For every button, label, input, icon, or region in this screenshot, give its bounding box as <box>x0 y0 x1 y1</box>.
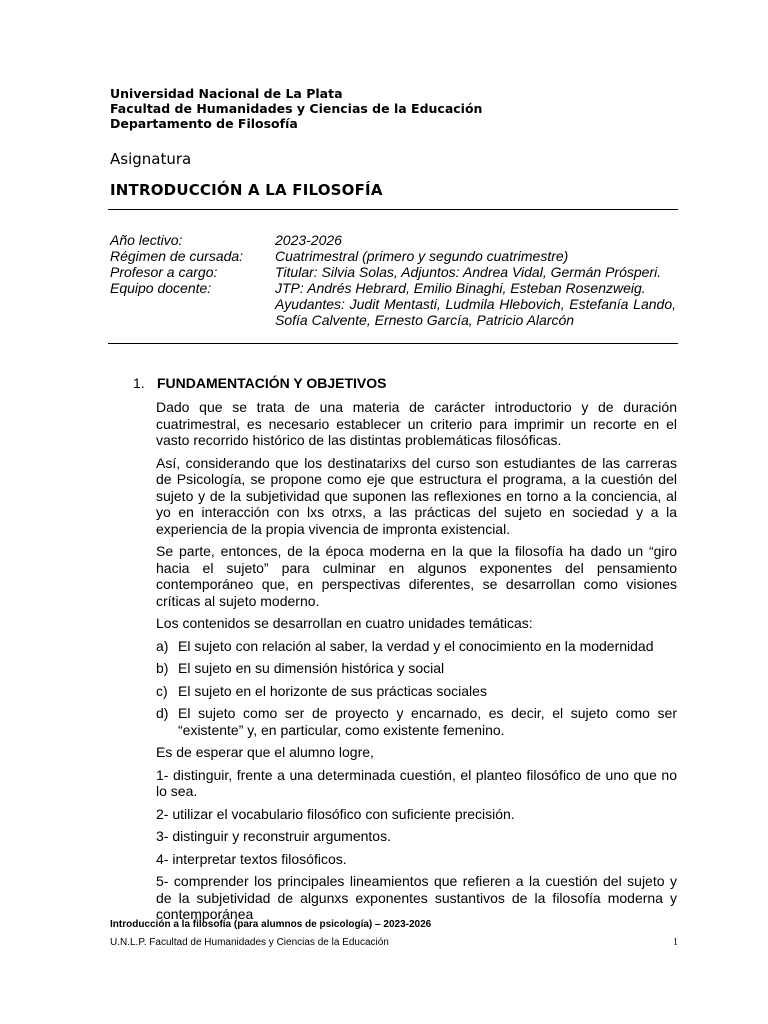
course-title: INTRODUCCIÓN A LA FILOSOFÍA <box>110 181 383 199</box>
department-name: Departamento de Filosofía <box>110 116 298 131</box>
objectives-intro: Es de esperar que el alumno logre, <box>156 744 374 760</box>
institution-header <box>110 86 482 131</box>
info-row <box>110 264 676 280</box>
info-value: JTP: Andrés Hebrard, Emilio Binaghi, Esteban Rosenzweig. <box>275 280 646 296</box>
list-marker: d) <box>156 705 169 721</box>
info-key: Año lectivo: <box>110 232 183 248</box>
info-value: 2023-2026 <box>275 232 342 248</box>
list-item <box>156 660 677 677</box>
info-row <box>110 296 676 328</box>
info-value: Titular: Silvia Solas, Adjuntos: Andrea Vidal, Germán Prósperi. <box>275 264 662 280</box>
paragraph: Dado que se trata de una materia de carácter introductorio y de duración cuatrimestral, es necesario establecer un criterio para imprimir un recorte en el vasto recorrido histórico de las distintas problemáticas filosóficas. <box>156 399 677 448</box>
objective-item: 2- utilizar el vocabulario filosófico con suficiente precisión. <box>156 805 515 822</box>
divider-bottom <box>108 343 678 344</box>
info-key: Equipo docente: <box>110 280 212 296</box>
footer-course-line: Introducción a la filosofía (para alumnos de psicología) – 2023-2026 <box>110 919 432 930</box>
page-number: 1 <box>673 937 678 948</box>
course-label: Asignatura <box>110 150 192 168</box>
faculty-name: Facultad de Humanidades y Ciencias de la Educación <box>110 101 483 116</box>
list-marker: a) <box>156 637 169 654</box>
objective-item: 3- distinguir y reconstruir argumentos. <box>156 828 391 844</box>
paragraph: Los contenidos se desarrollan en cuatro unidades temáticas: <box>156 615 533 631</box>
info-value: Ayudantes: Judit Mentasti, Ludmila Hlebovich, Estefanía Lando, Sofía Calvente, Ernesto García, Patricio Alarcón <box>275 296 676 328</box>
info-key <box>110 296 275 328</box>
info-value: Cuatrimestral (primero y segundo cuatrimestre) <box>275 248 569 264</box>
section-body <box>156 399 677 929</box>
list-text: El sujeto como ser de proyecto y encarnado, es decir, el sujeto como ser “existente” y, en particular, como existente femenino. <box>178 705 677 738</box>
course-info <box>110 232 676 328</box>
list-item <box>156 638 677 655</box>
info-row <box>110 280 676 296</box>
list-marker: c) <box>156 682 168 699</box>
list-marker: b) <box>156 660 169 676</box>
paragraph: Así, considerando que los destinatarixs del curso son estudiantes de las carreras de Psicología, se propone como eje que estructura el programa, a la cuestión del sujeto y de la subjetividad que suponen las reflexiones en torno a la conciencia, al yo en interacción con lxs otrxs, a las prácticas del sujeto en sociedad y a la experiencia de la propia vivencia de impronta existencial. <box>156 454 677 537</box>
info-key: Régimen de cursada: <box>110 248 244 264</box>
info-row <box>110 248 676 264</box>
objective-item: 5- comprender los principales lineamientos que refieren a la cuestión del sujeto y de la subjetividad de algunxs exponentes sustantivos de la filosofía moderna y contemporánea <box>156 873 677 922</box>
objective-item: 4- interpretar textos filosóficos. <box>156 850 347 867</box>
info-row <box>110 232 676 248</box>
section-title: FUNDAMENTACIÓN Y OBJETIVOS <box>157 375 387 391</box>
university-name: Universidad Nacional de La Plata <box>110 86 343 101</box>
objective-item: 1- distinguir, frente a una determinada cuestión, el planteo filosófico de uno que no lo sea. <box>156 766 677 799</box>
list-text: El sujeto en su dimensión histórica y social <box>178 660 445 676</box>
section-number: 1. <box>133 375 145 391</box>
list-item <box>156 683 677 700</box>
divider-top <box>108 209 678 210</box>
paragraph: Se parte, entonces, de la época moderna en la que la filosofía ha dado un “giro hacia el sujeto” para culminar en algunos exponentes del pensamiento contemporáneo que, en perspectivas diferentes, se desarrollan como visiones críticas al sujeto moderno. <box>156 543 677 609</box>
info-key: Profesor a cargo: <box>110 264 218 280</box>
list-text: El sujeto en el horizonte de sus prácticas sociales <box>178 682 487 699</box>
section-heading <box>133 375 386 391</box>
footer-institution-line: U.N.L.P. Facultad de Humanidades y Ciencias de la Educación <box>110 937 389 948</box>
list-item <box>156 705 677 738</box>
list-text: El sujeto con relación al saber, la verdad y el conocimiento en la modernidad <box>178 637 654 654</box>
